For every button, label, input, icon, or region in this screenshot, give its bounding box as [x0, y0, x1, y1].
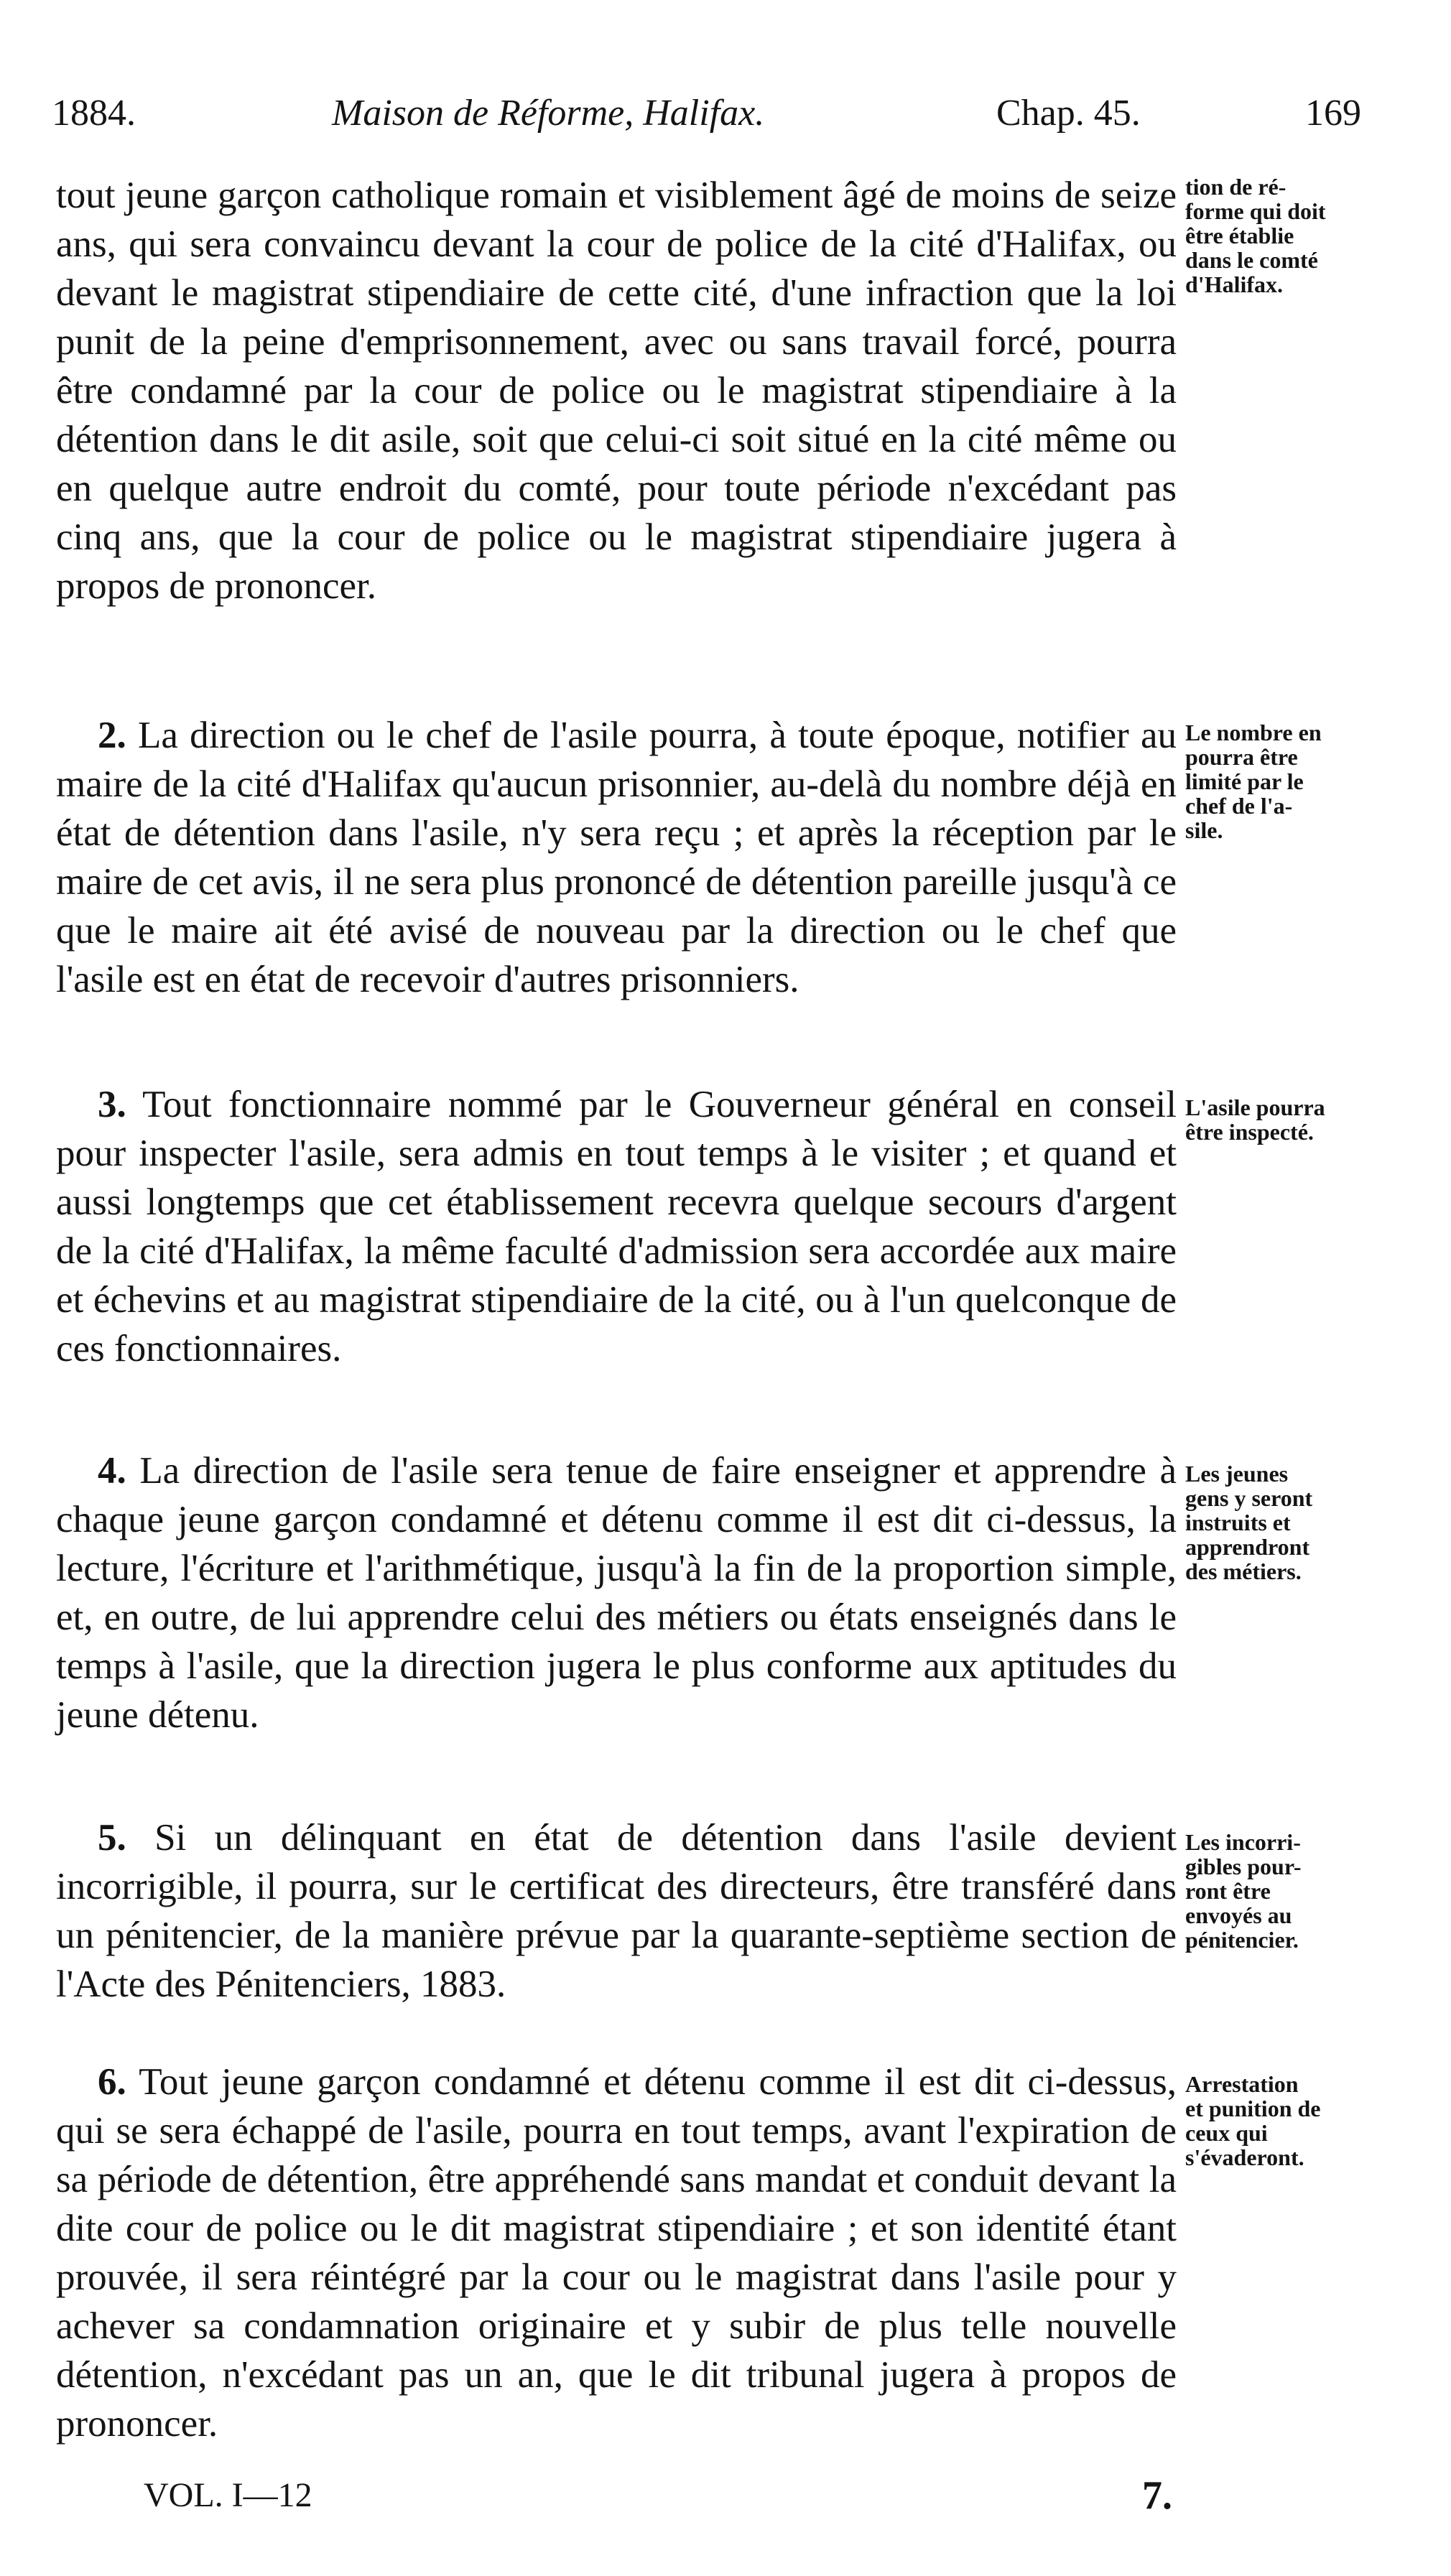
margin-note-line: instruits et: [1185, 1510, 1291, 1535]
section-text: Si un délinquant en état de détention dans l'asile devient incorrigible, il pourra, sur le certificat des directeurs, être transféré dans un pénitencier, de la manière prévue par la quarante-septième section de l'Acte des Pénitenciers, 1883.: [56, 1817, 1177, 2005]
page-number: 169: [1305, 93, 1361, 134]
margin-note-line: et punition de: [1185, 2096, 1321, 2121]
section-4: [56, 1446, 1177, 1739]
margin-note-line: Les jeunes: [1185, 1461, 1289, 1487]
header-year: 1884.: [52, 93, 136, 134]
printer-signature-mark: 7.: [1142, 2473, 1172, 2518]
margin-note: [1185, 2072, 1401, 2170]
page-footer: [144, 2470, 1221, 2521]
margin-note-line: d'Halifax.: [1185, 271, 1284, 297]
margin-note-line: chef de l'a-: [1185, 793, 1293, 819]
margin-note: [1185, 1461, 1401, 1584]
running-header: [52, 85, 1388, 142]
section-text: Tout jeune garçon condamné et détenu comme il est dit ci-dessus, qui se sera échappé de l'asile, pourra en tout temps, avant l'expiration de sa période de détention, être appréhendé sans mandat et conduit devant la dite cour de police ou le dit magistrat stipendiaire ; et son identité étant prouvée, il sera réintégré par la cour ou le magistrat dans l'asile pour y achever sa condamnation originaire et y subir de plus telle nouvelle détention, n'excédant pas un an, que le dit tribunal jugera à propos de prononcer.: [56, 2061, 1177, 2445]
margin-note-line: forme qui doit: [1185, 198, 1326, 224]
section-number: 6.: [98, 2061, 126, 2103]
margin-note: [1185, 175, 1401, 297]
section-text: La direction ou le chef de l'asile pourra, à toute époque, notifier au maire de la cité d'Halifax qu'aucun prisonnier, au-delà du nombre déjà en état de détention dans l'asile, n'y sera reçu ; et après la réception par le maire de cet avis, il ne sera plus prononcé de détention pareille jusqu'à ce que le maire ait été avisé de nouveau par la direction ou le chef que l'asile est en état de recevoir d'autres prisonniers.: [56, 715, 1177, 1000]
header-chapter: Chap. 45.: [996, 93, 1141, 134]
margin-note-line: des métiers.: [1185, 1558, 1302, 1584]
section-text: La direction de l'asile sera tenue de faire enseigner et apprendre à chaque jeune garçon condamné et détenu comme il est dit ci-dessus, la lecture, l'écriture et l'arithmétique, jusqu'à la fin de la proportion simple, et, en outre, de lui apprendre celui des métiers ou états enseignés dans le temps à l'asile, que la direction jugera le plus conforme aux aptitudes du jeune détenu.: [56, 1450, 1177, 1736]
section-number: 2.: [98, 715, 126, 756]
margin-note-line: ceux qui: [1185, 2120, 1268, 2146]
margin-note: [1185, 720, 1401, 842]
margin-note-line: s'évaderont.: [1185, 2144, 1304, 2170]
section-text: Tout fonctionnaire nommé par le Gouverneur général en conseil pour inspecter l'asile, sera admis en tout temps à le visiter ; et quand et aussi longtemps que cet établissement recevra quelque secours d'argent de la cité d'Halifax, la même faculté d'admission sera accordée aux maire et échevins et au magistrat stipendiaire de la cité, ou à l'un quelconque de ces fonctionnaires.: [56, 1084, 1177, 1370]
margin-note-line: Le nombre en: [1185, 720, 1322, 745]
margin-note: [1185, 1095, 1401, 1144]
margin-note-line: ront être: [1185, 1878, 1271, 1904]
margin-note-line: Arrestation: [1185, 2071, 1299, 2097]
margin-note-line: apprendront: [1185, 1534, 1310, 1560]
section-number: 3.: [98, 1084, 126, 1125]
margin-note-line: Les incorri-: [1185, 1829, 1301, 1855]
section-2: [56, 711, 1177, 1004]
margin-note-line: gens y seront: [1185, 1485, 1313, 1511]
section-5: [56, 1813, 1177, 2009]
header-title: Maison de Réforme, Halifax.: [332, 93, 765, 134]
section-number: 5.: [98, 1817, 126, 1859]
margin-note-line: être inspecté.: [1185, 1119, 1314, 1145]
section-continuation: [56, 171, 1177, 610]
margin-note: [1185, 1830, 1401, 1952]
margin-note-line: tion de ré-: [1185, 174, 1287, 200]
section-3: [56, 1080, 1177, 1373]
volume-signature: VOL. I—12: [144, 2476, 312, 2514]
margin-note-line: être établie: [1185, 223, 1294, 248]
margin-note-line: sile.: [1185, 817, 1223, 843]
margin-note-line: dans le comté: [1185, 247, 1318, 273]
section-number: 4.: [98, 1450, 126, 1492]
margin-note-line: L'asile pourra: [1185, 1094, 1325, 1120]
margin-note-line: pourra être: [1185, 744, 1298, 770]
margin-note-line: limité par le: [1185, 768, 1304, 794]
section-6: [56, 2057, 1177, 2448]
margin-note-line: pénitencier.: [1185, 1927, 1299, 1953]
margin-note-line: gibles pour-: [1185, 1854, 1302, 1879]
margin-note-line: envoyés au: [1185, 1902, 1292, 1928]
section-text: tout jeune garçon catholique romain et visiblement âgé de moins de seize ans, qui sera convaincu devant la cour de police de la cité d'Halifax, ou devant le magistrat stipendiaire de cette cité, d'une infraction que la loi punit de la peine d'emprisonnement, avec ou sans travail forcé, pourra être condamné par la cour de police ou le magistrat stipendiaire à la détention dans le dit asile, soit que celui-ci soit situé en la cité même ou en quelque autre endroit du comté, pour toute période n'excédant pas cinq ans, que la cour de police ou le magistrat stipendiaire jugera à propos de prononcer.: [56, 175, 1177, 607]
